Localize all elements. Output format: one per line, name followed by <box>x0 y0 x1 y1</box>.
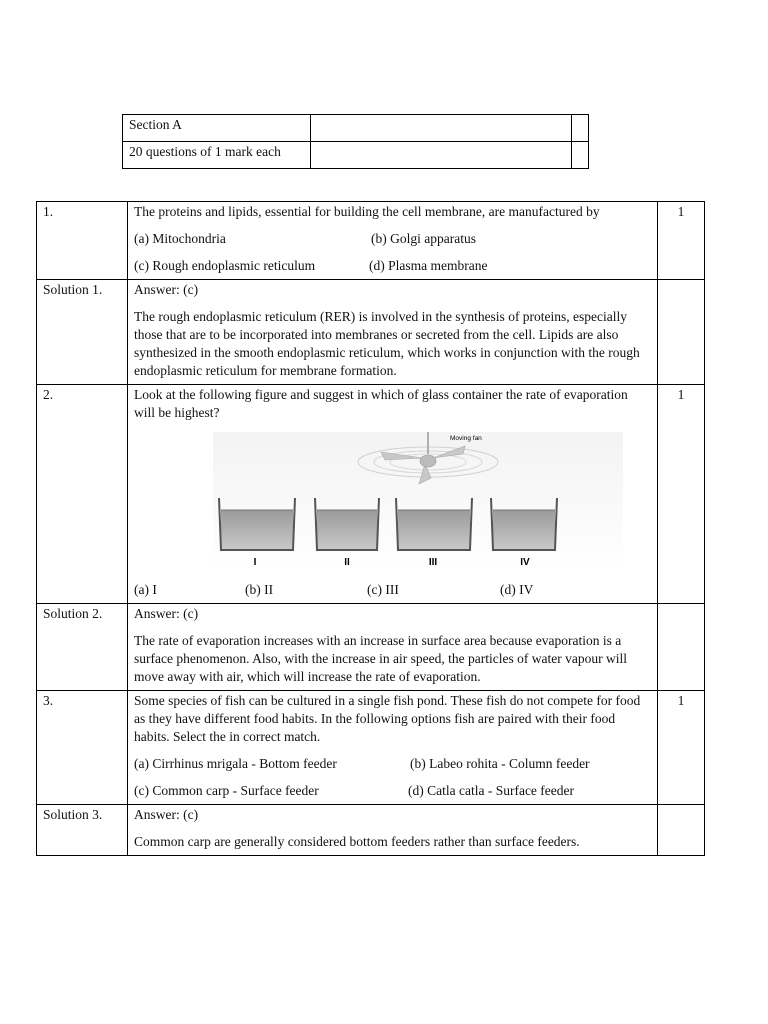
solution-row <box>37 604 705 691</box>
question-marks: 1 <box>658 691 705 805</box>
options-row <box>134 257 651 275</box>
evaporation-figure-svg <box>213 432 623 572</box>
section-blank-cell <box>310 115 571 142</box>
section-blank-cell <box>571 115 588 142</box>
option-a: (a) I <box>134 582 157 597</box>
solution-marks-cell <box>658 280 705 385</box>
section-blank-cell <box>571 142 588 169</box>
solution-label: Solution 3. <box>37 805 128 856</box>
question-number: 3. <box>37 691 128 805</box>
section-subtitle: 20 questions of 1 mark each <box>123 142 311 169</box>
solution-body <box>128 280 658 385</box>
option-b: (b) Labeo rohita - Column feeder <box>410 756 590 771</box>
option-c: (c) Rough endoplasmic reticulum <box>134 258 316 273</box>
container-label-iii: III <box>428 557 438 568</box>
option-a: (a) Mitochondria <box>134 231 226 246</box>
options-row <box>134 230 651 248</box>
question-row <box>37 385 705 604</box>
option-d: (d) Plasma membrane <box>369 258 488 273</box>
question-text: Some species of fish can be cultured in a single fish pond. These fish do not compete for food as they have different food habits. In the following options fish are paired with their food habits. Select the in correct match. <box>134 693 641 744</box>
options-row <box>134 581 651 599</box>
answer-text: Answer: (c) <box>134 606 199 621</box>
explanation-text: The rate of evaporation increases with an increase in surface area because evaporation is a surface phenomenon. Also, with the increase in air speed, the particles of water vapour will move away with air, which will increase the rate of evaporation. <box>134 633 627 684</box>
question-marks: 1 <box>658 202 705 280</box>
option-b: (b) II <box>245 582 274 597</box>
option-b: (b) Golgi apparatus <box>371 231 476 246</box>
question-body <box>128 691 658 805</box>
solution-body <box>128 604 658 691</box>
options-row <box>134 755 651 773</box>
section-header-table <box>122 114 589 169</box>
container-label-ii: II <box>344 557 350 568</box>
solution-marks-cell <box>658 805 705 856</box>
fan-label: Moving fan <box>450 435 482 442</box>
question-row <box>37 691 705 805</box>
option-c: (c) III <box>367 582 399 597</box>
container-label-i: I <box>253 557 257 568</box>
answer-text: Answer: (c) <box>134 807 199 822</box>
option-c: (c) Common carp - Surface feeder <box>134 783 319 798</box>
explanation-text: Common carp are generally considered bottom feeders rather than surface feeders. <box>134 834 580 849</box>
question-text: The proteins and lipids, essential for building the cell membrane, are manufactured by <box>134 204 600 219</box>
question-number: 2. <box>37 385 128 604</box>
solution-row <box>37 280 705 385</box>
option-d: (d) Catla catla - Surface feeder <box>408 783 575 798</box>
option-a: (a) Cirrhinus mrigala - Bottom feeder <box>134 756 337 771</box>
section-blank-cell <box>310 142 571 169</box>
question-number: 1. <box>37 202 128 280</box>
solution-label: Solution 2. <box>37 604 128 691</box>
explanation-text: The rough endoplasmic reticulum (RER) is involved in the synthesis of proteins, especially those that are to be incorporated into membranes or secreted from the cell. Lipids are also synthesized in the smooth endoplasmic reticulum, which works in conjunction with the rough endoplasmic reticulum for membrane formation. <box>134 309 640 378</box>
solution-marks-cell <box>658 604 705 691</box>
options-row <box>134 782 651 800</box>
evaporation-figure <box>213 432 623 572</box>
questions-table <box>36 201 705 856</box>
solution-body <box>128 805 658 856</box>
question-body <box>128 385 658 604</box>
question-text: Look at the following figure and suggest in which of glass container the rate of evaporation will be highest? <box>134 387 628 420</box>
option-d: (d) IV <box>500 582 534 597</box>
solution-row <box>37 805 705 856</box>
question-marks: 1 <box>658 385 705 604</box>
solution-label: Solution 1. <box>37 280 128 385</box>
answer-text: Answer: (c) <box>134 282 199 297</box>
section-title: Section A <box>123 115 311 142</box>
question-body <box>128 202 658 280</box>
container-label-iv: IV <box>520 557 530 568</box>
question-row <box>37 202 705 280</box>
